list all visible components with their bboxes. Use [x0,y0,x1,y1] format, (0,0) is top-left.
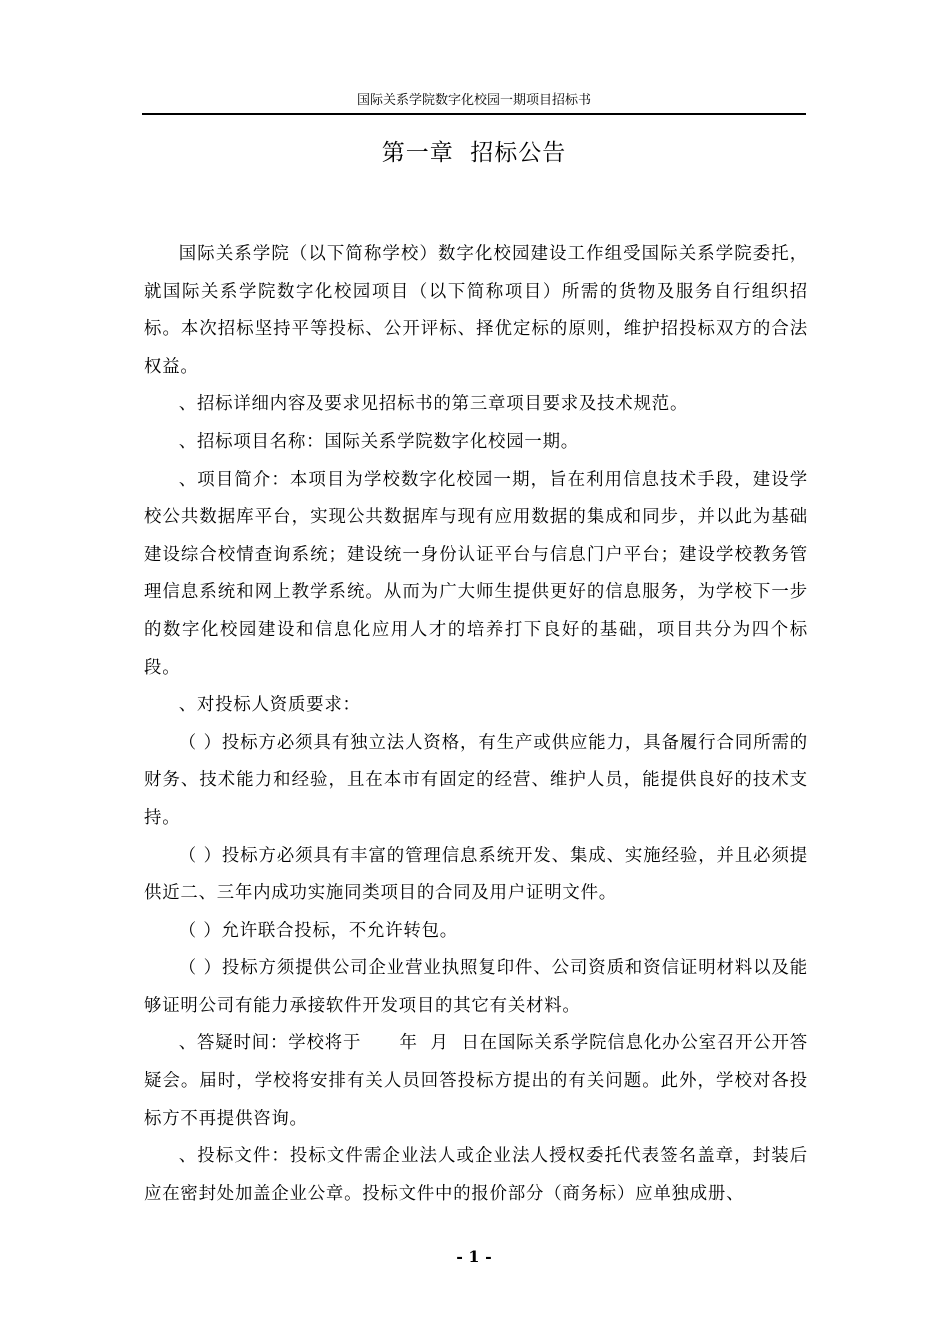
item-bid-documents: 、投标文件：投标文件需企业法人或企业法人授权委托代表签名盖章，封装后应在密封处加盖企业公章。投标文件中的报价部分（商务标）应单独成册、 [144,1146,808,1204]
header-rule [142,113,806,115]
qualification-3: （ ）允许联合投标，不允许转包。 [178,920,458,941]
item-scope: 、招标详细内容及要求见招标书的第三章项目要求及技术规范。 [178,394,689,415]
item-project-summary: 、项目简介：本项目为学校数字化校园一期，旨在利用信息技术手段，建设学校公共数据库平台，实现公共数据库与现有应用数据的集成和同步，并以此为基础建设综合校情查询系统；建设统一身份认证平台与信息门户平台；建设学校教务管理信息系统和网上教学系统。从而为广大师生提供更好的信息服务，为学校下一步的数字化校园建设和信息化应用人才的培养打下良好的基础，项目共分为四个标段。 [144,469,808,678]
qualification-1: （ ）投标方必须具有独立法人资格，有生产或供应能力，具备履行合同所需的财务、技术能力和经验，且在本市有固定的经营、维护人员，能提供良好的技术支持。 [144,732,808,828]
body-text [144,236,808,1213]
item-qa-session: 、答疑时间：学校将于 年 月 日在国际关系学院信息化办公室召开公开答疑会。届时，学校将安排有关人员回答投标方提出的有关问题。此外，学校对各投标方不再提供咨询。 [144,1033,808,1129]
qualification-4: （ ）投标方须提供公司企业营业执照复印件、公司资质和资信证明材料以及能够证明公司有能力承接软件开发项目的其它有关材料。 [144,958,808,1016]
running-header: 国际关系学院数字化校园一期项目招标书 [356,93,591,108]
page-number: - 1 - [456,1247,492,1266]
intro-paragraph: 国际关系学院（以下简称学校）数字化校园建设工作组受国际关系学院委托，就国际关系学院数字化校园项目（以下简称项目）所需的货物及服务自行组织招标。本次招标坚持平等投标、公开评标、择优定标的原则，维护招投标双方的合法权益。 [144,244,808,377]
item-project-name: 、招标项目名称：国际关系学院数字化校园一期。 [178,431,579,452]
chapter-title: 第一章 招标公告 [381,140,567,166]
item-qualifications: 、对投标人资质要求： [178,695,361,716]
qualification-2: （ ）投标方必须具有丰富的管理信息系统开发、集成、实施经验，并且必须提供近二、三年内成功实施同类项目的合同及用户证明文件。 [144,845,808,904]
